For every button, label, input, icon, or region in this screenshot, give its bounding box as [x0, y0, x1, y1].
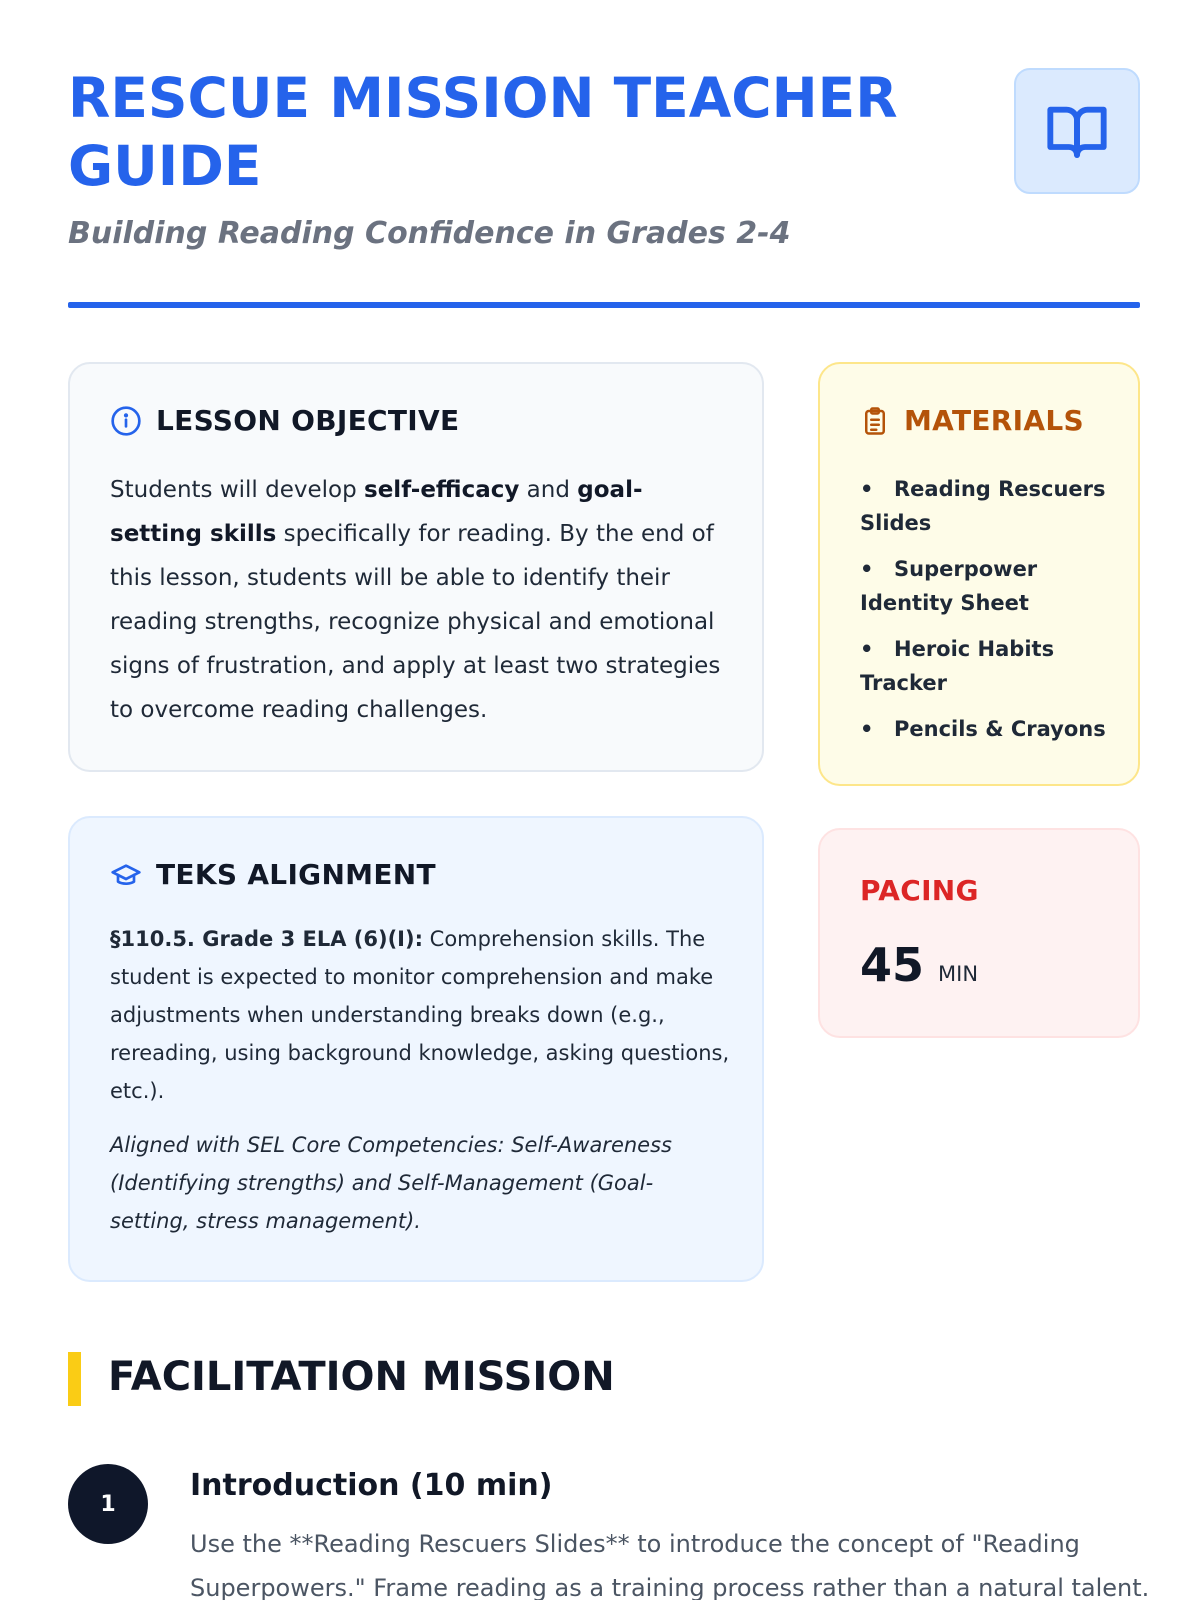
pacing-label: PACING: [860, 874, 979, 907]
step-description: Use the **Reading Rescuers Slides** to introduce the concept of "Reading Superpowers." Frame reading as a training process rather than a natural talent.: [190, 1530, 1150, 1600]
section-accent-bar: [68, 1352, 81, 1406]
step-title: Introduction (10 min): [190, 1468, 553, 1503]
clipboard-icon: [860, 406, 890, 436]
page-header: [68, 64, 1140, 310]
materials-item: • Reading Rescuers Slides: [860, 477, 1106, 535]
teks-alignment-card: [68, 816, 764, 1282]
materials-item: • Pencils & Crayons: [860, 717, 1106, 741]
pacing-duration: [860, 938, 978, 992]
info-circle-icon: [110, 405, 142, 437]
open-book-icon: [1045, 99, 1109, 163]
pacing-card: [818, 828, 1140, 1038]
lesson-objective-text: Students will develop self-efficacy and goal-setting skills specifically for reading. By the end of this lesson, students will be able to identify their reading strengths, recognize physical and emotional signs of frustration, and apply at least two strategies to overcome reading challenges.: [110, 477, 721, 723]
book-badge: [1014, 68, 1140, 194]
teks-standard-code: §110.5. Grade 3 ELA (6)(I):: [110, 927, 423, 951]
lesson-objective-heading: [110, 404, 459, 437]
materials-item: • Superpower Identity Sheet: [860, 557, 1038, 615]
page-subtitle: Building Reading Confidence in Grades 2-4: [68, 216, 791, 251]
pacing-value: 45: [860, 938, 925, 992]
pacing-heading: [860, 874, 979, 907]
step-number-badge: 1: [68, 1464, 148, 1544]
lesson-objective-card: [68, 362, 764, 772]
materials-item: • Heroic Habits Tracker: [860, 637, 1055, 695]
facilitation-section-title: FACILITATION MISSION: [108, 1354, 615, 1400]
teks-alignment-label: TEKS ALIGNMENT: [156, 858, 436, 891]
page-title: RESCUE MISSION TEACHER GUIDE: [68, 66, 898, 198]
sel-alignment-note: Aligned with SEL Core Competencies: Self-Awareness (Identifying strengths) and Self-Management (Goal-setting, stress management).: [110, 1133, 672, 1233]
materials-list: [860, 472, 1120, 758]
header-divider: [68, 302, 1140, 308]
materials-card: [818, 362, 1140, 786]
graduation-cap-icon: [110, 859, 142, 891]
materials-heading: [860, 404, 1084, 437]
lesson-objective-label: LESSON OBJECTIVE: [156, 404, 460, 437]
pacing-unit: MIN: [938, 962, 979, 986]
materials-label: MATERIALS: [904, 404, 1084, 437]
teks-alignment-heading: [110, 858, 436, 891]
teks-standard-text: §110.5. Grade 3 ELA (6)(I): Comprehension skills. The student is expected to monitor comprehension and make adjustments when understanding breaks down (e.g., rereading, using background knowledge, asking questions, etc.).: [110, 927, 730, 1103]
